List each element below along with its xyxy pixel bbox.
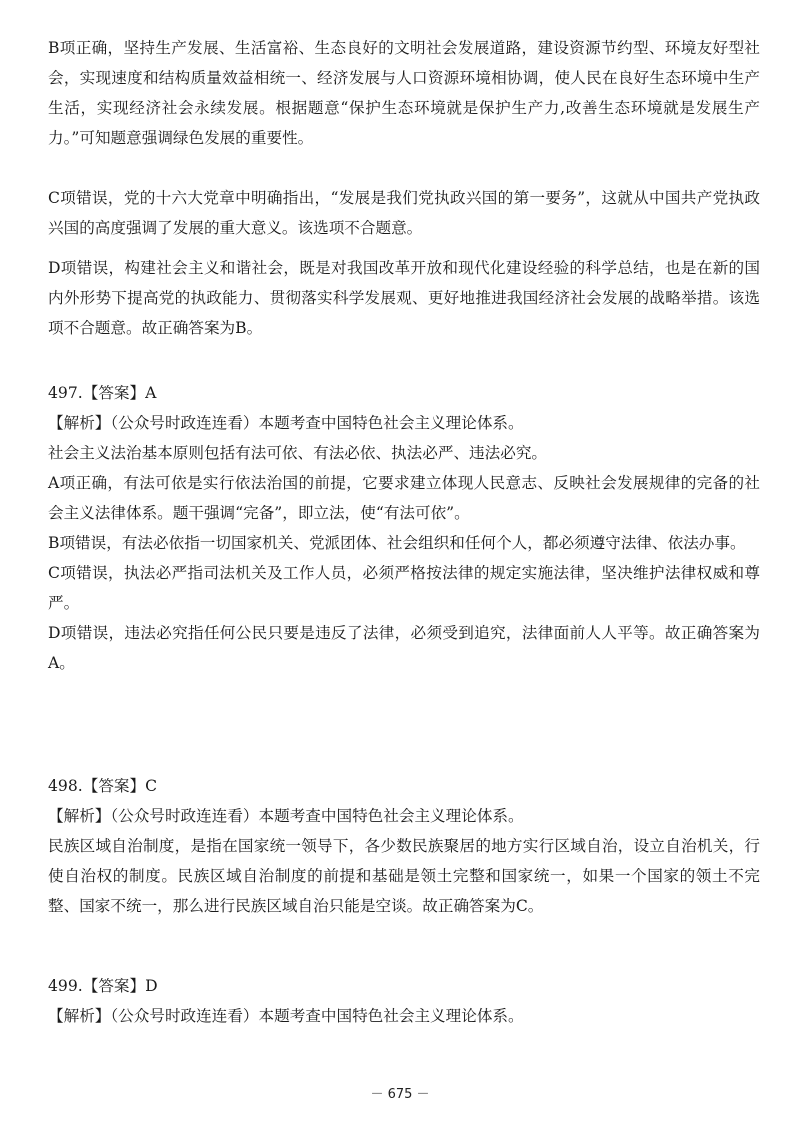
q497-option-d: D项错误，违法必究指任何公民只要是违反了法律，必须受到追究，法律面前人人平等。故正确答案为A。 — [48, 624, 760, 672]
q497-answer: 497.【答案】A — [48, 384, 157, 402]
q497-intro: 社会主义法治基本原则包括有法可依、有法必依、执法必严、违法必究。 — [48, 444, 548, 462]
q498-block — [48, 771, 760, 921]
page-number: － 675 － — [370, 1087, 430, 1102]
q497-option-a: A项正确，有法可依是实行依法治国的前提，它要求建立体现人民意志、反映社会发展规律的完备的社会主义法律体系。题干强调“完备”，即立法，使“有法可依”。 — [48, 474, 760, 522]
q497-analysis: 【解析】（公众号时政连连看）本题考查中国特色社会主义理论体系。 — [48, 414, 524, 432]
q498-analysis: 【解析】（公众号时政连连看）本题考查中国特色社会主义理论体系。 — [48, 807, 524, 825]
q496-option-d: D项错误，构建社会主义和谐社会，既是对我国改革开放和现代化建设经验的科学总结，也是在新的国内外形势下提高党的执政能力、贯彻落实科学发展观、更好地推进我国经济社会发展的战略举措。该选项不合题意。故正确答案为B。 — [48, 259, 760, 337]
q496-option-c: C项错误，党的十六大党章中明确指出，“发展是我们党执政兴国的第一要务”，这就从中国共产党执政兴国的高度强调了发展的重大意义。该选项不合题意。 — [48, 189, 760, 237]
q497-block — [48, 378, 760, 678]
q497-option-b: B项错误，有法必依指一切国家机关、党派团体、社会组织和任何个人，都必须遵守法律、依法办事。 — [48, 534, 746, 552]
q498-body: 民族区域自治制度，是指在国家统一领导下，各少数民族聚居的地方实行区域自治，设立自治机关，行使自治权的制度。民族区域自治制度的前提和基础是领土完整和国家统一，如果一个国家的领土不完整、国家不统一，那么进行民族区域自治只能是空谈。故正确答案为C。 — [48, 837, 760, 915]
q499-answer: 499.【答案】D — [48, 977, 158, 995]
q499-block — [48, 971, 760, 1031]
q499-analysis: 【解析】（公众号时政连连看）本题考查中国特色社会主义理论体系。 — [48, 1007, 524, 1025]
q497-option-c: C项错误，执法必严指司法机关及工作人员，必须严格按法律的规定实施法律，坚决维护法律权威和尊严。 — [48, 564, 760, 612]
q496-option-b: B项正确，坚持生产发展、生活富裕、生态良好的文明社会发展道路，建设资源节约型、环境友好型社会，实现速度和结构质量效益相统一、经济发展与人口资源环境相协调，使人民在良好生态环境中生产生活，实现经济社会永续发展。根据题意“保护生态环境就是保护生产力,改善生态环境就是发展生产力。”可知题意强调绿色发展的重要性。 — [48, 39, 760, 147]
q498-answer: 498.【答案】C — [48, 777, 158, 795]
